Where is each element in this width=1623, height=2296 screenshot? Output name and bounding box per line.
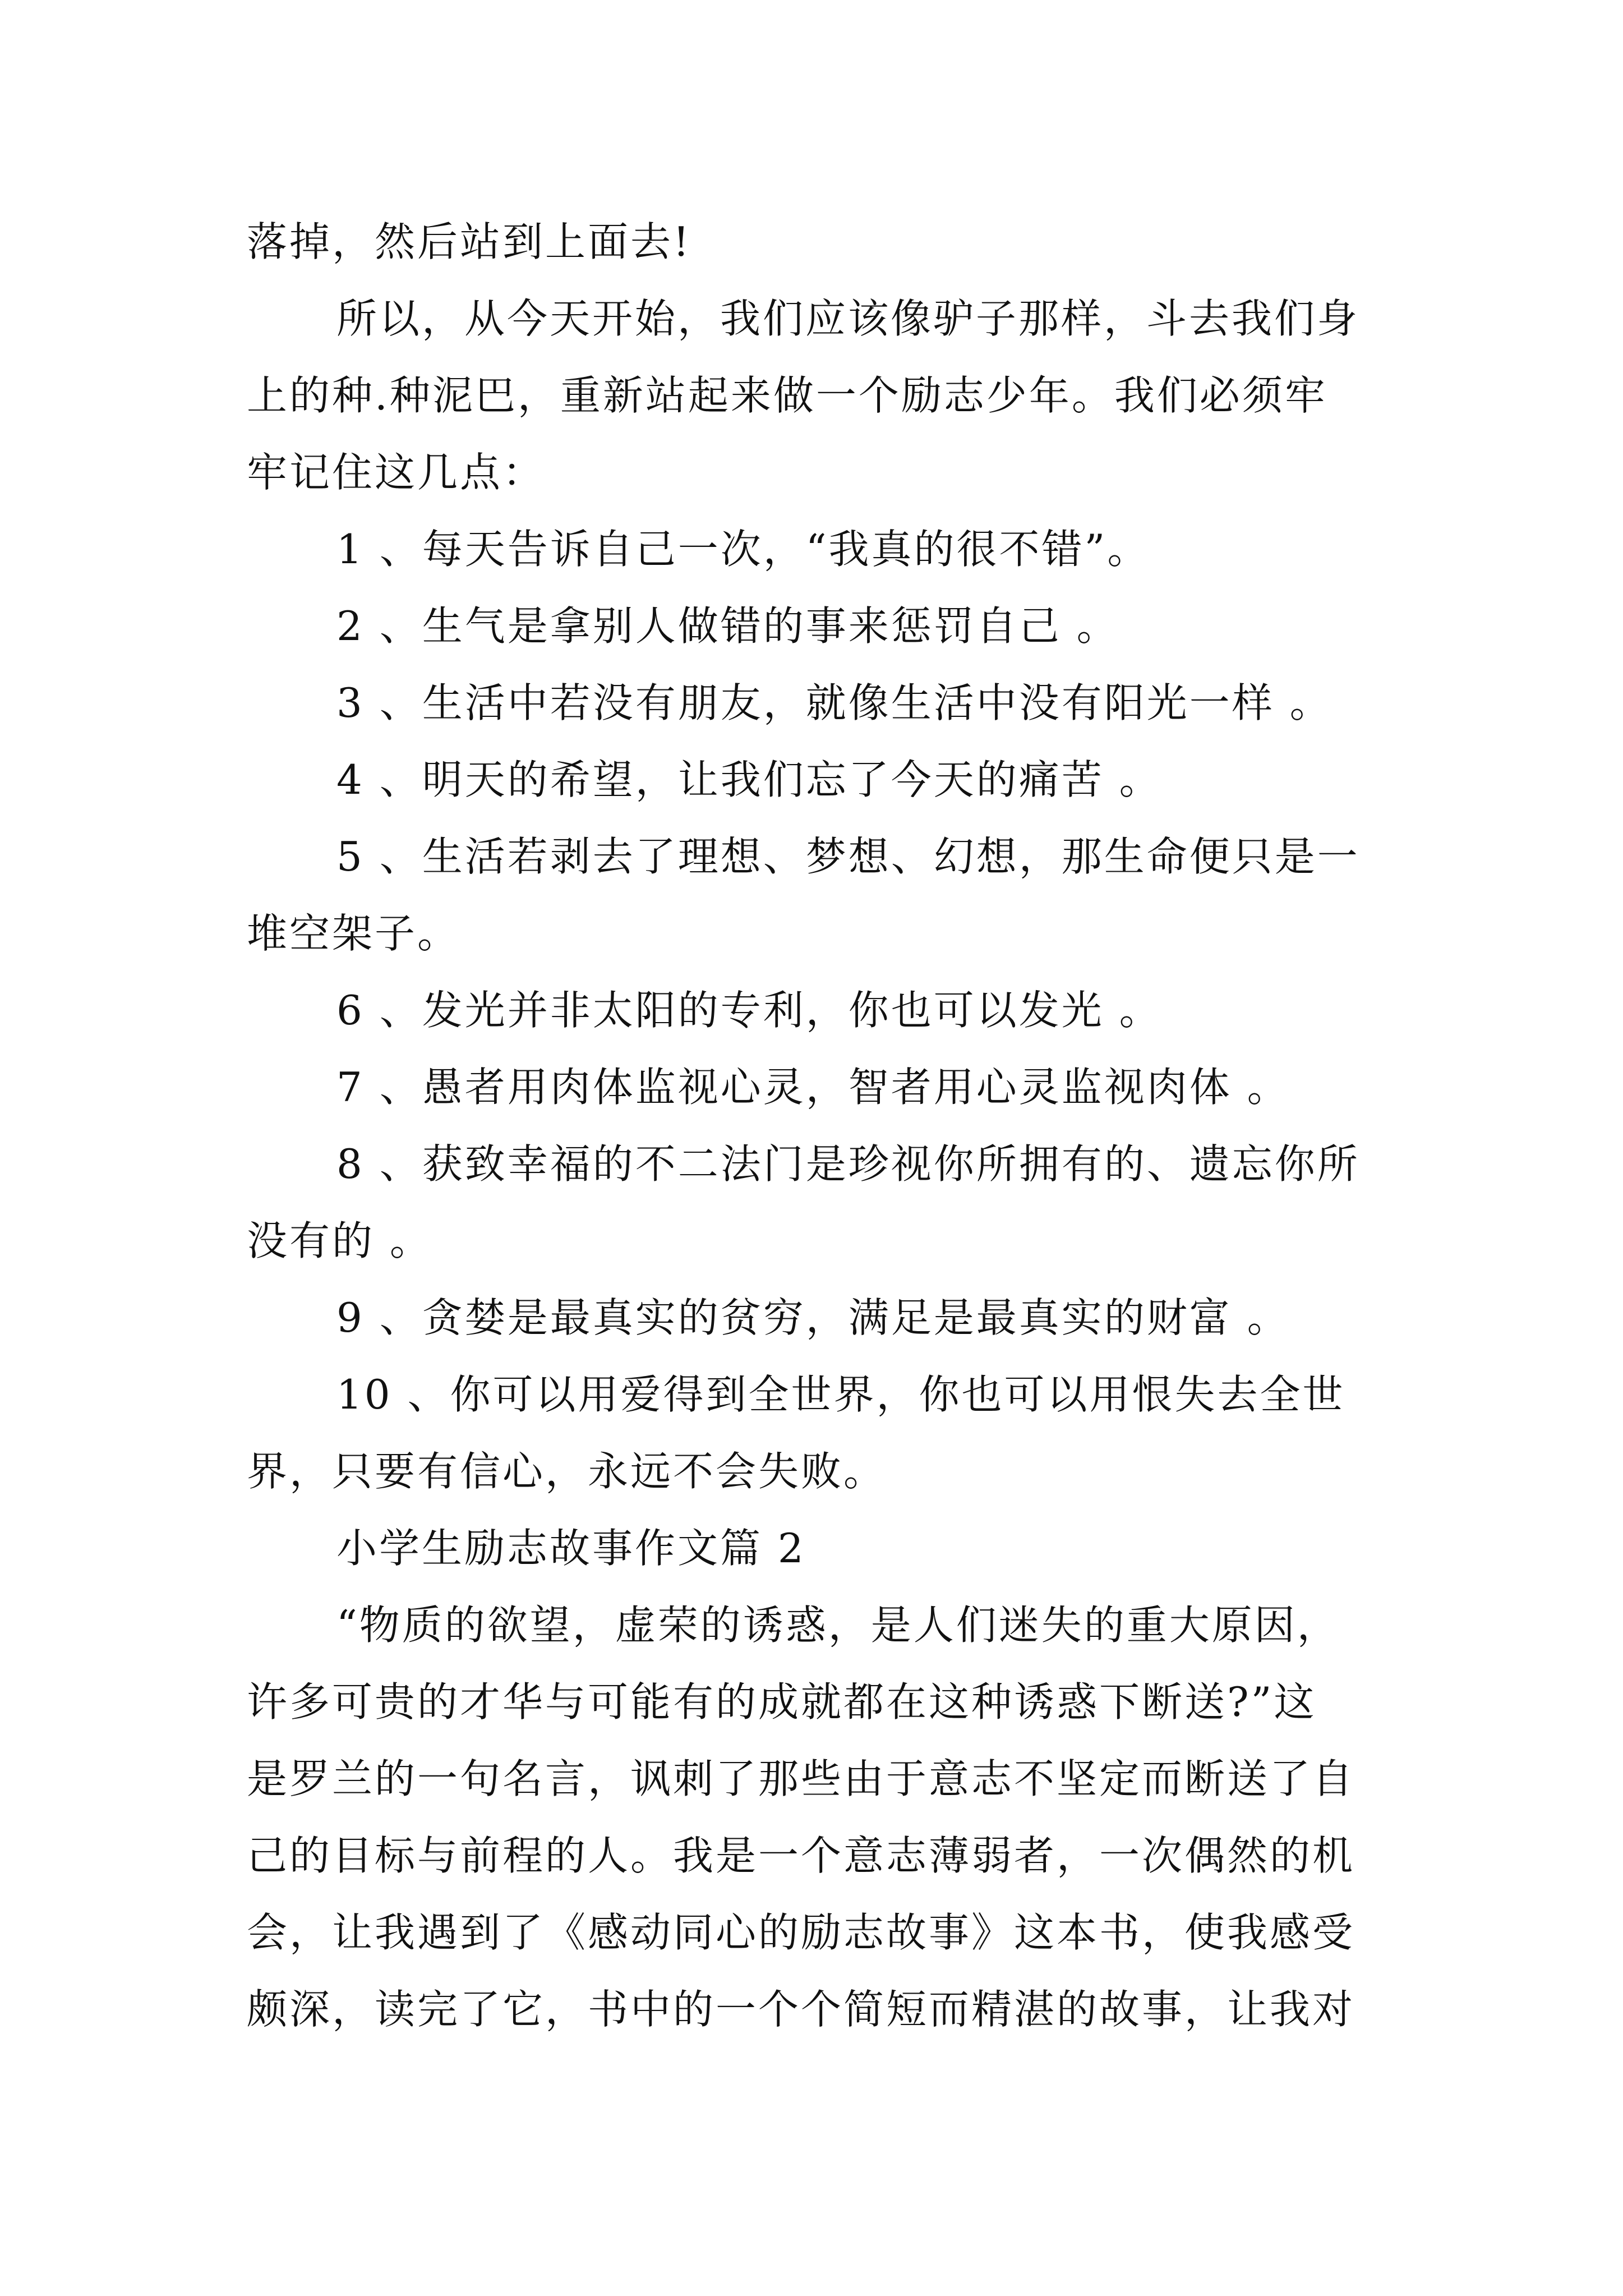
text-line: 会，让我遇到了《感动同心的励志故事》这本书，使我感受 — [247, 1909, 1355, 1956]
text-line: 7 、愚者用肉体监视心灵，智者用心灵监视肉体 。 — [336, 1064, 1290, 1111]
text-line: 3 、生活中若没有朋友，就像生活中没有阳光一样 。 — [336, 679, 1332, 726]
text-line: 界，只要有信心，永远不会失败。 — [247, 1448, 887, 1495]
text-line: 颇深，读完了它，书中的一个个简短而精湛的故事，让我对 — [247, 1986, 1355, 2033]
text-line: 所以，从今天开始，我们应该像驴子那样，斗去我们身 — [336, 295, 1360, 342]
text-line: 4 、明天的希望，让我们忘了今天的痛苦 。 — [336, 756, 1162, 803]
text-line: 9 、贪婪是最真实的贫穷，满足是最真实的财富 。 — [336, 1294, 1290, 1341]
text-line: 2 、生气是拿别人做错的事来惩罚自己 。 — [336, 602, 1119, 650]
text-line: 己的目标与前程的人。我是一个意志薄弱者，一次偶然的机 — [247, 1832, 1355, 1879]
text-line: 堆空架子。 — [247, 910, 460, 957]
text-line: 10 、你可以用爱得到全世界，你也可以用恨失去全世 — [336, 1371, 1345, 1418]
text-line: 8 、获致幸福的不二法门是珍视你所拥有的、遗忘你所 — [336, 1140, 1360, 1188]
text-line: 牢记住这几点： — [247, 449, 546, 496]
text-line: 没有的 。 — [247, 1217, 432, 1264]
text-line: 许多可贵的才华与可能有的成就都在这种诱惑下断送?”这 — [247, 1678, 1317, 1726]
section-heading: 小学生励志故事作文篇 2 — [336, 1525, 806, 1572]
text-line: 1 、每天告诉自己一次，“我真的很不错”。 — [336, 526, 1150, 573]
text-line: 6 、发光并非太阳的专利，你也可以发光 。 — [336, 987, 1162, 1034]
text-line: 是罗兰的一句名言，讽刺了那些由于意志不坚定而断送了自 — [247, 1755, 1355, 1802]
text-line: 上的种.种泥巴，重新站起来做一个励志少年。我们必须牢 — [247, 372, 1327, 419]
text-line: 5 、生活若剥去了理想、梦想、幻想，那生命便只是一 — [336, 833, 1360, 880]
text-line: “物质的欲望，虚荣的诱惑，是人们迷失的重大原因， — [336, 1602, 1340, 1649]
text-line: 落掉，然后站到上面去! — [247, 218, 691, 265]
